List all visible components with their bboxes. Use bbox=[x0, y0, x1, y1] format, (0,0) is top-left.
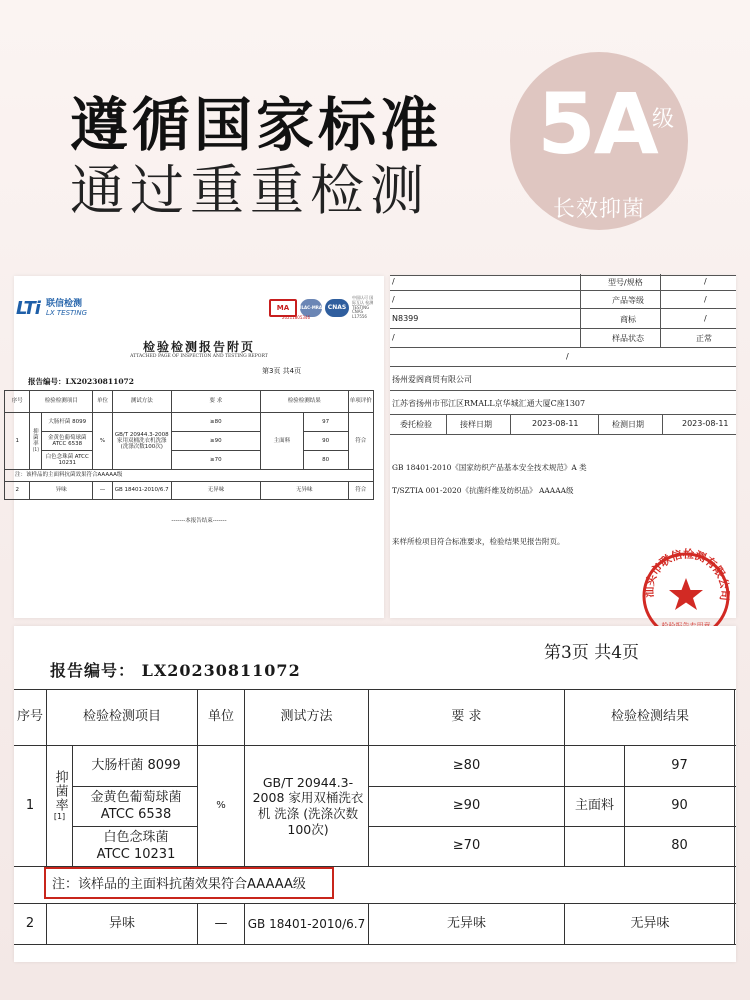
sample-date: 2023-08-11 bbox=[532, 419, 579, 428]
test-results-table bbox=[4, 390, 374, 500]
col-header: 要 求 bbox=[451, 709, 482, 725]
requirement: 无异味 bbox=[446, 915, 486, 931]
lx-logo-en: LX TESTING bbox=[45, 308, 88, 317]
method: GB 18401-2010/6.7 bbox=[247, 916, 366, 931]
fabric: 主面料 bbox=[261, 413, 304, 470]
highlight-box bbox=[44, 867, 334, 899]
table-note: 注：该样品的主面料抗菌效果符合AAAAA级 bbox=[5, 470, 374, 482]
method: GB/T 20944.3-2008 家用双桶洗衣机 洗涤 (洗涤次数100次) bbox=[252, 774, 364, 837]
col-header: 序号 bbox=[5, 391, 30, 413]
headline-primary: 遵循国家标准 bbox=[70, 91, 443, 159]
report-page-number: 第3页 共4页 bbox=[262, 367, 302, 375]
item-name: 大肠杆菌 8099 bbox=[91, 757, 181, 773]
verdict: 符合 bbox=[348, 413, 373, 470]
antibacterial-cell bbox=[30, 413, 42, 470]
requirement: ≥90 bbox=[171, 432, 260, 451]
item-name: 金黄色葡萄球菌 ATCC 6538 bbox=[90, 790, 182, 822]
standard-1: GB 18401-2010《国家纺织产品基本安全技术规范》A 类 bbox=[392, 463, 587, 472]
item-name: 白色念珠菌 ATCC 10231 bbox=[96, 830, 176, 862]
badge-subtitle: 长效抑菌 bbox=[552, 197, 645, 222]
note-ref: [1] bbox=[53, 812, 66, 821]
field-value: / bbox=[704, 295, 707, 304]
field-label: 产品等级 bbox=[612, 296, 644, 305]
field-label: 型号/规格 bbox=[608, 278, 643, 287]
item-name: 白色念珠菌 ATCC 10231 bbox=[42, 451, 93, 470]
col-header: 要 求 bbox=[171, 391, 260, 413]
field-value: / bbox=[392, 277, 395, 286]
field-value: / bbox=[704, 277, 707, 286]
requirement: ≥70 bbox=[171, 451, 260, 470]
col-header: 测试方法 bbox=[112, 391, 171, 413]
result: 80 bbox=[303, 451, 348, 470]
headline-secondary: 通过重重检测 bbox=[70, 159, 430, 222]
unit: % bbox=[216, 799, 226, 811]
test-date: 2023-08-11 bbox=[682, 419, 729, 428]
report-number: 报告编号：LX20230811072 bbox=[28, 377, 134, 386]
item-name: 异味 bbox=[30, 482, 93, 500]
requirement: ≥90 bbox=[452, 798, 481, 814]
col-header: 检验检测结果 bbox=[610, 709, 689, 725]
row-number: 2 bbox=[5, 482, 30, 500]
standard-2: T/SZTIA 001-2020《抗菌纤维及纺织品》 AAAAA级 bbox=[392, 486, 574, 495]
cnas-mark-icon: CNAS bbox=[325, 299, 349, 317]
note-ref: [1] bbox=[32, 447, 39, 453]
unit: % bbox=[93, 413, 113, 470]
item-name: 异味 bbox=[108, 915, 135, 931]
requirement: ≥70 bbox=[452, 838, 481, 854]
col-header: 检验检测项目 bbox=[30, 391, 93, 413]
inspection-type: 委托检验 bbox=[400, 420, 432, 429]
field-value: 正常 bbox=[696, 334, 712, 343]
col-header: 单位 bbox=[207, 709, 234, 725]
report-title: 检验检测报告附页 bbox=[142, 340, 255, 354]
zoom-report-number: 报告编号： LX20230811072 bbox=[50, 661, 301, 680]
field-value: / bbox=[704, 314, 707, 323]
report-subtitle: ATTACHED PAGE OF INSPECTION AND TESTING REPORT bbox=[130, 354, 268, 359]
report-end-note: -------本报告结束------- bbox=[171, 518, 227, 524]
cnas-note: 中国认可 国际互认 检测 TESTING CNAS L17556 bbox=[352, 295, 374, 320]
report-first-page-fragment bbox=[390, 276, 736, 618]
antibacterial-cell bbox=[47, 766, 72, 826]
conclusion: 来样所检项目符合标准要求，检验结果见报告附页。 bbox=[392, 537, 565, 546]
report-zoomed-detail bbox=[14, 626, 736, 962]
requirement: ≥80 bbox=[452, 757, 481, 773]
requirement: 无异味 bbox=[171, 482, 260, 500]
unit: — bbox=[214, 915, 228, 931]
verdict: 符合 bbox=[348, 482, 373, 500]
item-name: 金黄色葡萄球菌 ATCC 6538 bbox=[42, 432, 93, 451]
field-label: 商标 bbox=[620, 315, 636, 324]
col-header: 序号 bbox=[16, 709, 43, 725]
seal-text: 汕头市联信检测有限公司 bbox=[642, 547, 732, 602]
unit: — bbox=[93, 482, 113, 500]
client-company: 扬州爱阁商贸有限公司 bbox=[392, 375, 472, 384]
test-date-label: 检测日期 bbox=[612, 420, 644, 429]
lx-testing-logo bbox=[16, 298, 87, 319]
field-value: / bbox=[392, 333, 395, 342]
field-value: / bbox=[392, 295, 395, 304]
result: 97 bbox=[671, 757, 688, 773]
badge-grade-value: 5A bbox=[537, 75, 657, 173]
fabric: 主面料 bbox=[574, 797, 614, 813]
col-header: 单位 bbox=[93, 391, 113, 413]
result: 90 bbox=[671, 798, 688, 814]
col-header: 测试方法 bbox=[280, 709, 333, 725]
method: GB 18401-2010/6.7 bbox=[112, 482, 171, 500]
col-header: 检验检测结果 bbox=[261, 391, 349, 413]
report-attached-page bbox=[11, 276, 384, 618]
antibacterial-label: 抑菌率 bbox=[33, 428, 39, 447]
method: GB/T 20944.3-2008 家用双桶洗衣机洗涤 (洗涤次数100次) bbox=[112, 413, 171, 470]
client-address: 江苏省扬州市邗江区RMALL京华城汇通大厦C座1307 bbox=[392, 399, 586, 408]
result: 无异味 bbox=[630, 915, 670, 931]
ma-number: 20211805346 bbox=[282, 315, 310, 320]
lx-logo-mark: LTi bbox=[16, 298, 40, 319]
grade-badge bbox=[510, 52, 688, 230]
field-label: 样品状态 bbox=[612, 334, 644, 343]
ma-mark-icon: MA bbox=[269, 299, 297, 317]
field-value: / bbox=[566, 352, 569, 361]
antibacterial-label: 抑菌率 bbox=[52, 770, 68, 812]
col-header: 检验检测项目 bbox=[82, 709, 161, 725]
sample-date-label: 接样日期 bbox=[460, 420, 492, 429]
row-number: 2 bbox=[25, 915, 35, 931]
requirement: ≥80 bbox=[171, 413, 260, 432]
lx-logo-cn: 联信检测 bbox=[45, 299, 82, 310]
ilac-mark-icon: ILAC-MRA bbox=[300, 299, 322, 317]
row-number: 1 bbox=[5, 413, 30, 470]
zoom-page-number: 第3页 共4页 bbox=[544, 643, 640, 663]
field-value: N8399 bbox=[392, 314, 419, 323]
result: 80 bbox=[671, 838, 688, 854]
result: 90 bbox=[303, 432, 348, 451]
table-note: 注：该样品的主面料抗菌效果符合AAAAA级 bbox=[52, 876, 306, 892]
row-number: 1 bbox=[25, 797, 35, 813]
item-name: 大肠杆菌 8099 bbox=[42, 413, 93, 432]
result: 97 bbox=[303, 413, 348, 432]
badge-grade-level: 级 bbox=[651, 107, 674, 132]
result: 无异味 bbox=[261, 482, 349, 500]
col-header: 单项评价 bbox=[348, 391, 373, 413]
